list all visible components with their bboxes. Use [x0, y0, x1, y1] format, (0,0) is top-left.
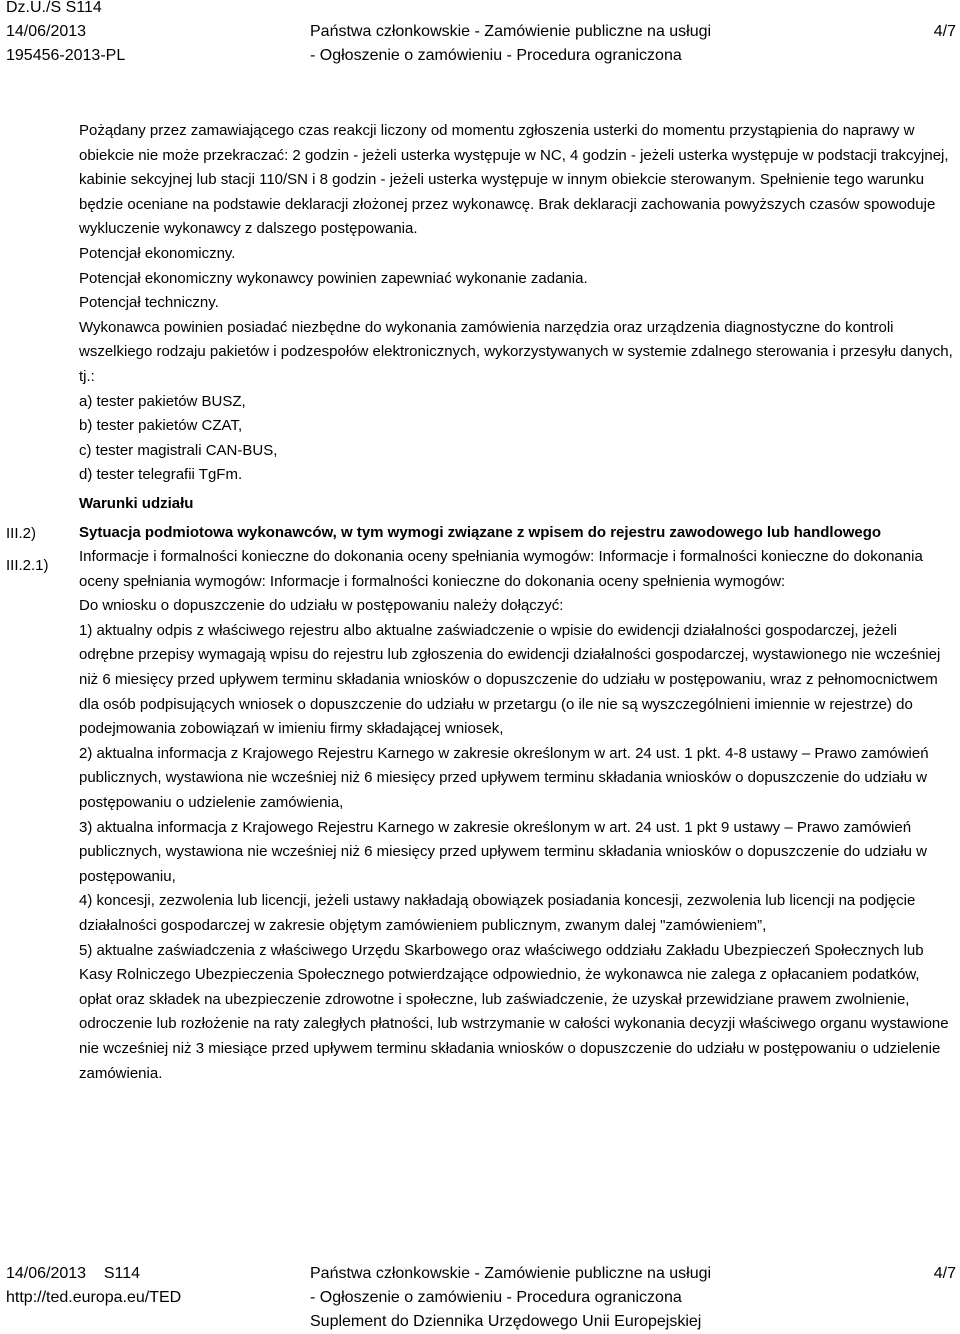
paragraph-technical-text: Wykonawca powinien posiadać niezbędne do wykonania zamówienia narzędzia oraz urządzenia diagnostyczne do kontroli wszelkiego rodzaju pakietów i podzespołów elektronicznych, wykorzystywanych w systemie zdalnego sterowania i przesyłu danych, tj.: — [79, 318, 953, 385]
list-item-a: a) tester pakietów BUSZ, — [79, 392, 246, 410]
footer-series: S114 — [103, 1265, 141, 1282]
heading-situation: Sytuacja podmiotowa wykonawców, w tym wymogi związane z wpisem do rejestru zawodowego lub handlowego — [79, 523, 882, 541]
header-doc-id: 195456-2013-PL — [6, 47, 126, 64]
heading-conditions: Warunki udziału — [79, 494, 194, 512]
footer-title-line1: Państwa członkowskie - Zamówienie publiczne na usługi — [310, 1265, 712, 1282]
footer-date — [6, 1264, 140, 1284]
list-item-b: b) tester pakietów CZAT, — [79, 417, 243, 435]
footer-title-line2: - Ogłoszenie o zamówieniu - Procedura ograniczona — [310, 1289, 682, 1306]
paragraph-info-formalities: Informacje i formalności konieczne do dokonania oceny spełniania wymogów: Informacje i formalności konieczne do dokonania oceny spełniania wymogów: Informacje i formalności konieczne do dokonania oceny spełnienia wymogów: — [79, 548, 923, 590]
header-journal: Dz.U./S S114 — [6, 0, 102, 16]
paragraph-item-1: 1) aktualny odpis z właściwego rejestru albo aktualne zaświadczenie o wpisie do ewidencji działalności gospodarczej, jeżeli odrębne przepisy wymagają wpisu do rejestru lub zgłoszenia do ewidencji działalności gospodarczej, wystawionego nie wcześniej niż 6 miesięcy przed upływem terminu składania wniosków o dopuszczenie do udziału w postępowaniu, wraz z pełnomocnictwem dla osób podpisujących wniosek o dopuszczenie do udziału w przetargu (o ile nie są wyszczególnieni imiennie w rejestrze) do podejmowania zobowiązań w imieniu firmy składającej wniosek, — [79, 621, 941, 738]
list-item-d: d) tester telegrafii TgFm. — [79, 466, 243, 484]
paragraph-reaction-time: Pożądany przez zamawiającego czas reakcji liczony od momentu zgłoszenia usterki do momentu przystąpienia do naprawy w obiekcie nie może przekraczać: 2 godzin - jeżeli usterka występuje w NC, 4 godzin - jeżeli usterka występuje w podstacji trakcyjnej, kabinie sekcyjnej lub stacji 110/SN i 8 godzin - jeżeli usterka występuje w innym obiekcie sterowanym. Spełnienie tego warunku będzie oceniane na podstawie deklaracji złożonej przez wykonawcę. Brak deklaracji zachowania powyższych czasów spowoduje wykluczenie wykonawcy z dalszego postępowania. — [79, 122, 949, 238]
section-number-iii-2: III.2) — [6, 525, 37, 542]
paragraph-item-4: 4) koncesji, zezwolenia lub licencji, jeżeli ustawy nakładają obowiązek posiadania koncesji, zezwolenia lub licencji na podjęcie działalności gospodarczej w zakresie objętym zamówieniem publicznym, zwanym dalej "zamówieniem”, — [79, 892, 916, 934]
paragraph-economic-heading: Potencjał ekonomiczny. — [79, 244, 236, 262]
footer-title-line3: Suplement do Dziennika Urzędowego Unii Europejskiej — [310, 1313, 702, 1330]
paragraph-item-3: 3) aktualna informacja z Krajowego Rejestru Karnego w zakresie określonym w art. 24 ust. 1 pkt 9 ustawy – Prawo zamówień publicznych, wystawiona nie wcześniej niż 6 miesięcy przed upływem terminu składania wniosków o dopuszczenie do udziału w postępowaniu, — [79, 818, 927, 885]
header-title-line2: - Ogłoszenie o zamówieniu - Procedura ograniczona — [310, 47, 682, 64]
main-content — [79, 119, 955, 1086]
list-item-c: c) tester magistrali CAN-BUS, — [79, 441, 278, 459]
footer-date-text: 14/06/2013 — [6, 1265, 87, 1282]
paragraph-technical-heading: Potencjał techniczny. — [79, 294, 219, 312]
paragraph-item-2: 2) aktualna informacja z Krajowego Rejestru Karnego w zakresie określonym w art. 24 ust. 1 pkt. 4-8 ustawy – Prawo zamówień publicznych, wystawiona nie wcześniej niż 6 miesięcy przed upływem terminu składania wniosków o dopuszczenie do udziału w postępowaniu o udzielenie zamówienia, — [79, 744, 929, 812]
section-number-iii-2-1: III.2.1) — [6, 557, 49, 574]
paragraph-economic-text: Potencjał ekonomiczny wykonawcy powinien zapewniać wykonanie zadania. — [79, 269, 588, 287]
paragraph-item-5: 5) aktualne zaświadczenia z właściwego Urzędu Skarbowego oraz właściwego oddziału Zakładu Ubezpieczeń Społecznych lub Kasy Rolniczego Ubezpieczenia Społecznego potwierdzające odpowiednio, że wykonawca nie zalega z opłacaniem podatków, opłat oraz składek na ubezpieczenie zdrowotne i społeczne, lub zaświadczenie, że uzyskał przewidziane prawem zwolnienie, odroczenie lub rozłożenie na raty zaległych płatności, lub wstrzymanie w całości wykonania decyzji właściwego organu wystawione nie wcześniej niż 3 miesiące przed upływem terminu składania wniosków o dopuszczenie do udziału w postępowaniu o udzielenie zamówienia. — [79, 941, 949, 1082]
header-page-number: 4/7 — [933, 23, 956, 40]
header-date: 14/06/2013 — [6, 23, 87, 40]
header-title-line1: Państwa członkowskie - Zamówienie publiczne na usługi — [310, 23, 712, 40]
paragraph-attach-intro: Do wniosku o dopuszczenie do udziału w postępowaniu należy dołączyć: — [79, 597, 564, 615]
footer-page-number: 4/7 — [933, 1265, 956, 1282]
footer-url[interactable]: http://ted.europa.eu/TED — [6, 1289, 182, 1306]
